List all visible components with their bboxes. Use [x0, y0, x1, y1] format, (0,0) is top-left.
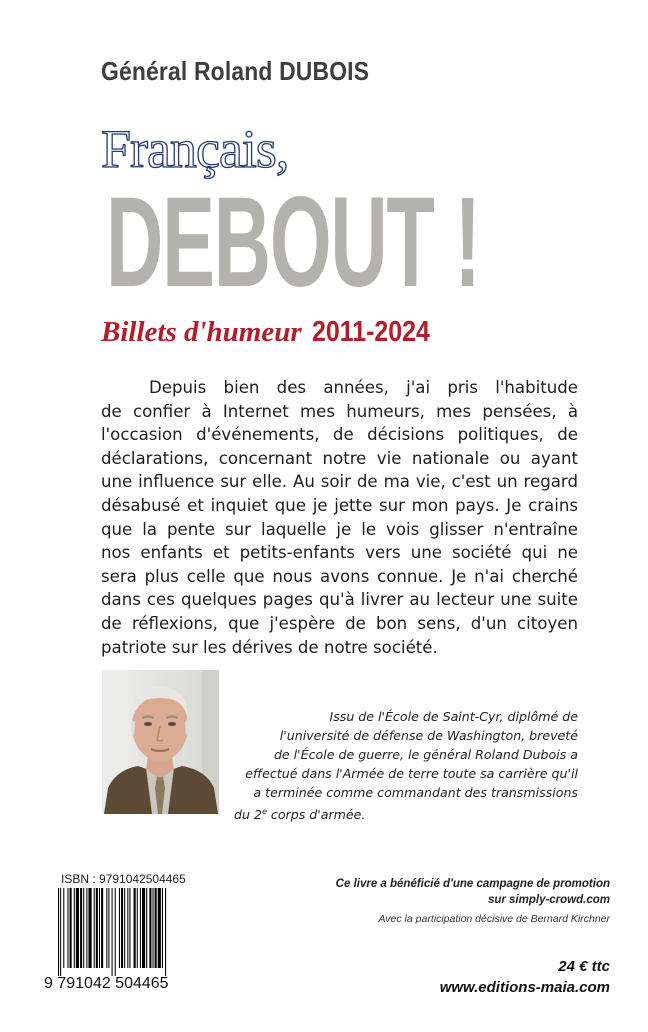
barcode-bar	[96, 888, 98, 968]
barcode-bar	[58, 888, 59, 976]
barcode-bar	[119, 888, 120, 968]
blurb-line: l'occasion d'événements, de décisions politiques, de	[101, 425, 578, 445]
promo-line: sur simply-crowd.com	[487, 894, 610, 906]
barcode-bar	[146, 888, 147, 968]
blurb-paragraph	[101, 376, 578, 659]
price: 24 € ttc	[558, 958, 610, 975]
barcode-bar	[63, 888, 64, 968]
barcode-bar	[162, 888, 163, 968]
bio-line: l'université de défense de Washington, breveté	[279, 728, 578, 743]
barcode-bar	[88, 888, 91, 968]
blurb-line: patriote sur les dérives de notre société.	[101, 637, 438, 657]
author-name: Général Roland DUBOIS	[101, 56, 370, 86]
blurb-line: de réflexions, que j'espère de bon sens, d'un citoyen	[101, 613, 578, 633]
bio-line: a terminée comme commandant des transmissions	[253, 785, 578, 800]
barcode-bar	[124, 888, 125, 968]
barcode-bar	[83, 888, 84, 968]
blurb-line: désabusé et inquiet que je jette sur mon pays. Je crains	[101, 495, 578, 515]
isbn-label: ISBN : 9791042504465	[61, 872, 186, 886]
subtitle-text: Billets d'humeur	[101, 316, 302, 348]
blurb-line: sera plus celle que nous avons connue. Je n'ai cherché	[101, 566, 578, 586]
promo-line: Ce livre a bénéficié d'une campagne de promotion	[335, 878, 610, 890]
barcode-bar	[74, 888, 75, 968]
barcode-bar	[140, 888, 141, 968]
barcode-bar	[115, 888, 116, 976]
bio-line: Issu de l'École de Saint-Cyr, diplômé de	[329, 709, 578, 724]
barcode-bar	[70, 888, 72, 968]
publisher-website: www.editions-maia.com	[439, 979, 610, 996]
barcode-bar	[155, 888, 157, 968]
barcode-bar	[112, 888, 113, 976]
author-photo	[102, 670, 219, 814]
barcode-bar	[67, 888, 68, 968]
blurb-line: nos enfants et petits-enfants vers une société qui ne	[101, 543, 578, 563]
bio-line-last	[232, 802, 578, 824]
barcode-bar	[86, 888, 87, 968]
barcode-bar	[121, 888, 123, 968]
barcode-bar	[108, 888, 109, 968]
blurb-line: de confier à Internet mes humeurs, mes pensées, à	[101, 401, 578, 421]
author-biography	[232, 707, 578, 824]
barcode-bar	[158, 888, 161, 968]
barcode-bar	[60, 888, 61, 976]
isbn-barcode	[58, 888, 208, 976]
bio-text: corps d'armée.	[266, 807, 366, 823]
blurb-line: Depuis bien des années, j'ai pris l'habitude	[149, 378, 578, 397]
blurb-line: dans ces quelques pages qu'à livrer au lecteur une suite	[101, 590, 578, 610]
barcode-bar	[94, 888, 95, 968]
barcode-digits: 9 791042 504465	[44, 975, 169, 992]
barcode-bar	[80, 888, 82, 968]
barcode-bar	[165, 888, 166, 976]
barcode-bar	[99, 888, 100, 968]
barcode-bar	[153, 888, 154, 968]
subtitle	[101, 316, 449, 349]
blurb-line: déclarations, concernant notre vie nationale ou ayant	[101, 448, 578, 468]
author-portrait-image	[102, 670, 219, 814]
title-line-2: DEBOUT !	[106, 171, 480, 314]
subtitle-years: 2011-2024	[311, 316, 430, 348]
barcode-bar	[106, 888, 107, 968]
barcode-bar	[149, 888, 151, 968]
barcode-bar	[129, 888, 130, 968]
barcode-bar	[76, 888, 79, 968]
bio-line: de l'École de guerre, le général Roland Dubois a	[273, 747, 578, 762]
bio-line: effectué dans l'Armée de terre toute sa carrière qu'il	[245, 766, 578, 781]
blurb-line: une influence sur elle. Au soir de ma vie, c'est un regard	[101, 472, 578, 492]
barcode-bar	[137, 888, 138, 968]
promotion-note	[300, 876, 610, 908]
barcode-bar	[134, 888, 136, 968]
blurb-line: que la pente sur laquelle je le vois glisser n'entraîne	[101, 519, 578, 539]
partner-credit: Avec la participation décisive de Bernard Kirchner	[378, 913, 610, 925]
barcode-bar	[101, 888, 103, 968]
title-line-1: Français,	[101, 119, 289, 179]
bio-superscript: e	[262, 807, 267, 816]
bio-text: du 2	[234, 807, 262, 823]
barcode-bar	[142, 888, 145, 968]
barcode-bar	[127, 888, 128, 968]
